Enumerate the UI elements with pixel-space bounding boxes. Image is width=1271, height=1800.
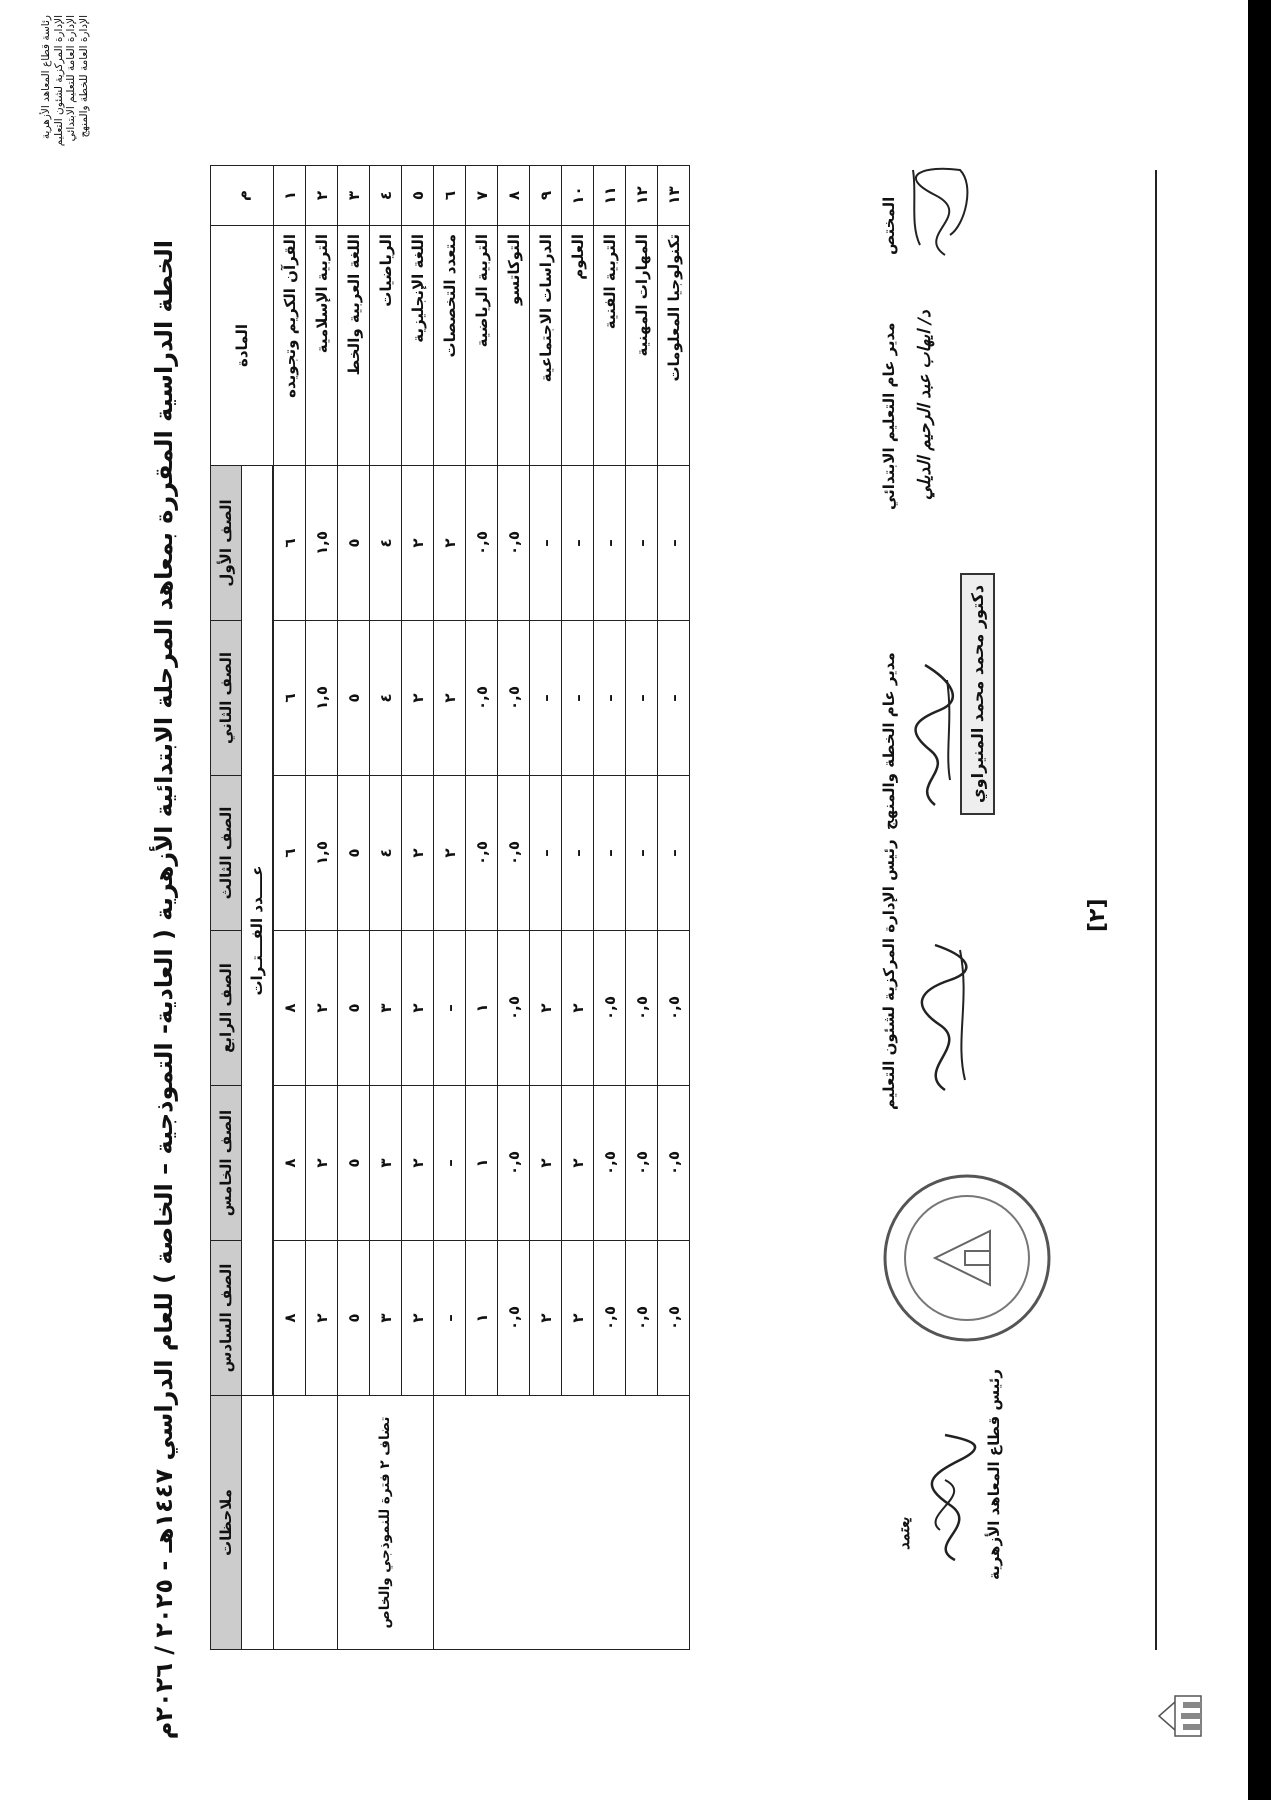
table-cell: ٥ bbox=[338, 931, 370, 1086]
table-cell: ٠,٥ bbox=[658, 1086, 690, 1241]
document-title: الخطة الدراسية المقررة بمعاهد المرحلة الابتدائية الأزهرية ( العادية- التموذجية – الخاصة ) للعام الدراسي ١٤٤٧هـ - ٢٠٢٥ / ٢٠٢٦م bbox=[150, 240, 178, 1740]
header-line: رئاسة قطاع المعاهد الأزهرية bbox=[40, 15, 52, 140]
table-cell: ٤ bbox=[370, 466, 402, 621]
table-cell: – bbox=[434, 1241, 466, 1396]
table-cell: ١ bbox=[466, 1086, 498, 1241]
table-cell: ٠,٥ bbox=[626, 931, 658, 1086]
table-cell: ٢ bbox=[530, 1086, 562, 1241]
table-cell: ٠,٥ bbox=[466, 466, 498, 621]
table-cell: متعدد التخصصات bbox=[434, 226, 466, 466]
table-cell: ٢ bbox=[562, 1241, 594, 1396]
table-cell: ١ bbox=[466, 931, 498, 1086]
table-cell: ٥ bbox=[338, 1086, 370, 1241]
header-line: الإدارة العامة للخطة والمنهج bbox=[77, 15, 90, 138]
table-cell: ٠,٥ bbox=[626, 1241, 658, 1396]
table-cell: ٢ bbox=[306, 1241, 338, 1396]
footer-rule bbox=[1155, 170, 1157, 1650]
plan-director-signature bbox=[905, 660, 960, 810]
table-cell: ٠,٥ bbox=[658, 931, 690, 1086]
table-cell: ١١ bbox=[594, 166, 626, 226]
table-cell: ٤ bbox=[370, 776, 402, 931]
table-cell: ٨ bbox=[498, 166, 530, 226]
table-cell: ٥ bbox=[338, 621, 370, 776]
table-cell: ٢ bbox=[434, 466, 466, 621]
table-cell: – bbox=[530, 776, 562, 931]
table-cell: ٠,٥ bbox=[466, 621, 498, 776]
study-plan-table bbox=[210, 165, 690, 1650]
table-cell: القرآن الكريم وتجويده bbox=[274, 226, 306, 466]
table-cell: ٠,٥ bbox=[498, 1086, 530, 1241]
table-cell: ١,٥ bbox=[306, 466, 338, 621]
approval-prefix: يعتمد bbox=[895, 1517, 913, 1550]
table-cell: ٠,٥ bbox=[498, 621, 530, 776]
table-cell: الدراسات الاجتماعية bbox=[530, 226, 562, 466]
table-cell: ٦ bbox=[274, 621, 306, 776]
table-cell: ٠,٥ bbox=[466, 776, 498, 931]
table-cell: ٣ bbox=[370, 1086, 402, 1241]
page-number: [٢] bbox=[1085, 898, 1110, 932]
table-row bbox=[338, 166, 370, 1650]
central-head-label: رئيس الإدارة المركزية لشئون التعليم bbox=[880, 839, 898, 1110]
table-cell: ٢ bbox=[306, 1086, 338, 1241]
col-subject-header: المادة bbox=[211, 226, 274, 466]
table-cell: ٤ bbox=[370, 166, 402, 226]
table-cell: ٦ bbox=[274, 776, 306, 931]
table-cell: ٢ bbox=[530, 931, 562, 1086]
table-cell: ٣ bbox=[370, 931, 402, 1086]
grade-header: الصف الخامس bbox=[211, 1086, 242, 1241]
table-cell: ٢ bbox=[434, 776, 466, 931]
table-cell: التربية الفنية bbox=[594, 226, 626, 466]
table-cell: ٠,٥ bbox=[498, 931, 530, 1086]
table-cell: ٨ bbox=[274, 931, 306, 1086]
table-row bbox=[434, 166, 466, 1650]
grade-header: الصف الثاني bbox=[211, 621, 242, 776]
header-line: الإدارة المركزية لشئون التعليم bbox=[52, 15, 65, 147]
table-cell: ٢ bbox=[306, 931, 338, 1086]
table-cell: ٤ bbox=[370, 621, 402, 776]
table-cell: ٥ bbox=[402, 166, 434, 226]
table-cell: ١٣ bbox=[658, 166, 690, 226]
table-cell: – bbox=[434, 931, 466, 1086]
table-cell: – bbox=[626, 466, 658, 621]
table-cell: ٩ bbox=[530, 166, 562, 226]
notes-blank bbox=[242, 1396, 274, 1650]
table-cell: ١٢ bbox=[626, 166, 658, 226]
table-cell: اللغة الإنجليزية bbox=[402, 226, 434, 466]
sector-head-signature bbox=[915, 1430, 985, 1570]
table-cell: – bbox=[626, 621, 658, 776]
table-cell: التربية الإسلامية bbox=[306, 226, 338, 466]
specialist-label: المختص bbox=[880, 196, 898, 255]
table-cell: ٣ bbox=[370, 1241, 402, 1396]
table-cell: ٦ bbox=[274, 466, 306, 621]
table-cell: ٠,٥ bbox=[594, 931, 626, 1086]
table-cell: العلوم bbox=[562, 226, 594, 466]
table-cell: ٢ bbox=[402, 621, 434, 776]
table-cell: ٠,٥ bbox=[626, 1086, 658, 1241]
table-cell: ٨ bbox=[274, 1086, 306, 1241]
scan-edge-bar bbox=[1248, 0, 1271, 1800]
table-cell: ٥ bbox=[338, 776, 370, 931]
table-cell: ٠,٥ bbox=[594, 1241, 626, 1396]
table-cell: ٢ bbox=[562, 1086, 594, 1241]
table-cell: اللغة العربية والخط bbox=[338, 226, 370, 466]
table-cell: ١,٥ bbox=[306, 776, 338, 931]
table-cell: – bbox=[562, 466, 594, 621]
grade-header: الصف السادس bbox=[211, 1241, 242, 1396]
table-cell: التربية الرياضية bbox=[466, 226, 498, 466]
table-cell: الرياضيات bbox=[370, 226, 402, 466]
table-cell: – bbox=[658, 621, 690, 776]
sector-head-label: رئيس قطاع المعاهد الأزهرية bbox=[985, 1369, 1003, 1580]
col-number-header: م bbox=[211, 166, 274, 226]
table-cell: ٢ bbox=[562, 931, 594, 1086]
grade-header: الصف الرابع bbox=[211, 931, 242, 1086]
table-cell: ٢ bbox=[402, 466, 434, 621]
central-head-signature bbox=[910, 940, 980, 1100]
table-cell: ٢ bbox=[530, 1241, 562, 1396]
table-cell: المهارات المهنية bbox=[626, 226, 658, 466]
table-cell: تكنولوجيا المعلومات bbox=[658, 226, 690, 466]
header-line: الإدارة العامة للتعليم الابتدائي bbox=[65, 15, 77, 142]
table-cell: ١ bbox=[274, 166, 306, 226]
letterhead bbox=[40, 15, 90, 165]
table-cell: – bbox=[530, 466, 562, 621]
azhar-logo-icon bbox=[1155, 1692, 1207, 1740]
table-row bbox=[274, 166, 306, 1650]
notes-cell bbox=[434, 1396, 690, 1650]
col-notes-header: ملاحظات bbox=[211, 1396, 242, 1650]
plan-director-label: مدير عام الخطة والمنهج bbox=[880, 652, 898, 830]
table-cell: ٠,٥ bbox=[498, 1241, 530, 1396]
primary-director-label: مدير عام التعليم الابتدائي bbox=[880, 322, 898, 510]
table-cell: ١,٥ bbox=[306, 621, 338, 776]
plan-director-stamp: دكتور محمد محمد المنيراوي bbox=[960, 573, 995, 815]
table-cell: ٢ bbox=[402, 776, 434, 931]
table-cell: ٠,٥ bbox=[594, 1086, 626, 1241]
table-cell: ٢ bbox=[402, 1241, 434, 1396]
table-cell: ٣ bbox=[338, 166, 370, 226]
table-cell: – bbox=[594, 466, 626, 621]
table-cell: – bbox=[594, 621, 626, 776]
notes-cell: تضاف ٢ فترة للنموذجي والخاص bbox=[338, 1396, 434, 1650]
table-cell: ٦ bbox=[434, 166, 466, 226]
periods-header: عــــدد الفـــتـرات bbox=[242, 466, 273, 1396]
official-seal bbox=[880, 1170, 1055, 1345]
table-cell: ٢ bbox=[402, 931, 434, 1086]
table-cell: ٢ bbox=[306, 166, 338, 226]
table-cell: التوكاتسو bbox=[498, 226, 530, 466]
notes-cell bbox=[274, 1396, 338, 1650]
table-cell: ١٠ bbox=[562, 166, 594, 226]
table-cell: – bbox=[626, 776, 658, 931]
specialist-signature bbox=[905, 155, 985, 265]
table-cell: ١ bbox=[466, 1241, 498, 1396]
table-cell: – bbox=[434, 1086, 466, 1241]
table-cell: – bbox=[594, 776, 626, 931]
table-cell: ٠,٥ bbox=[498, 466, 530, 621]
table-cell: – bbox=[658, 776, 690, 931]
table-cell: ٥ bbox=[338, 466, 370, 621]
table-cell: ٨ bbox=[274, 1241, 306, 1396]
table-cell: ٢ bbox=[434, 621, 466, 776]
grade-header: الصف الأول bbox=[211, 466, 242, 621]
table-cell: ٥ bbox=[338, 1241, 370, 1396]
table-cell: – bbox=[530, 621, 562, 776]
primary-director-name: د/ ايهاب عبد الرحيم الديلي bbox=[915, 310, 935, 500]
table-cell: ٢ bbox=[402, 1086, 434, 1241]
table-cell: – bbox=[562, 621, 594, 776]
table-body bbox=[274, 166, 690, 1650]
table-cell: ٧ bbox=[466, 166, 498, 226]
table-cell: – bbox=[562, 776, 594, 931]
grade-header: الصف الثالث bbox=[211, 776, 242, 931]
table-cell: – bbox=[658, 466, 690, 621]
table-cell: ٠,٥ bbox=[658, 1241, 690, 1396]
table-cell: ٠,٥ bbox=[498, 776, 530, 931]
